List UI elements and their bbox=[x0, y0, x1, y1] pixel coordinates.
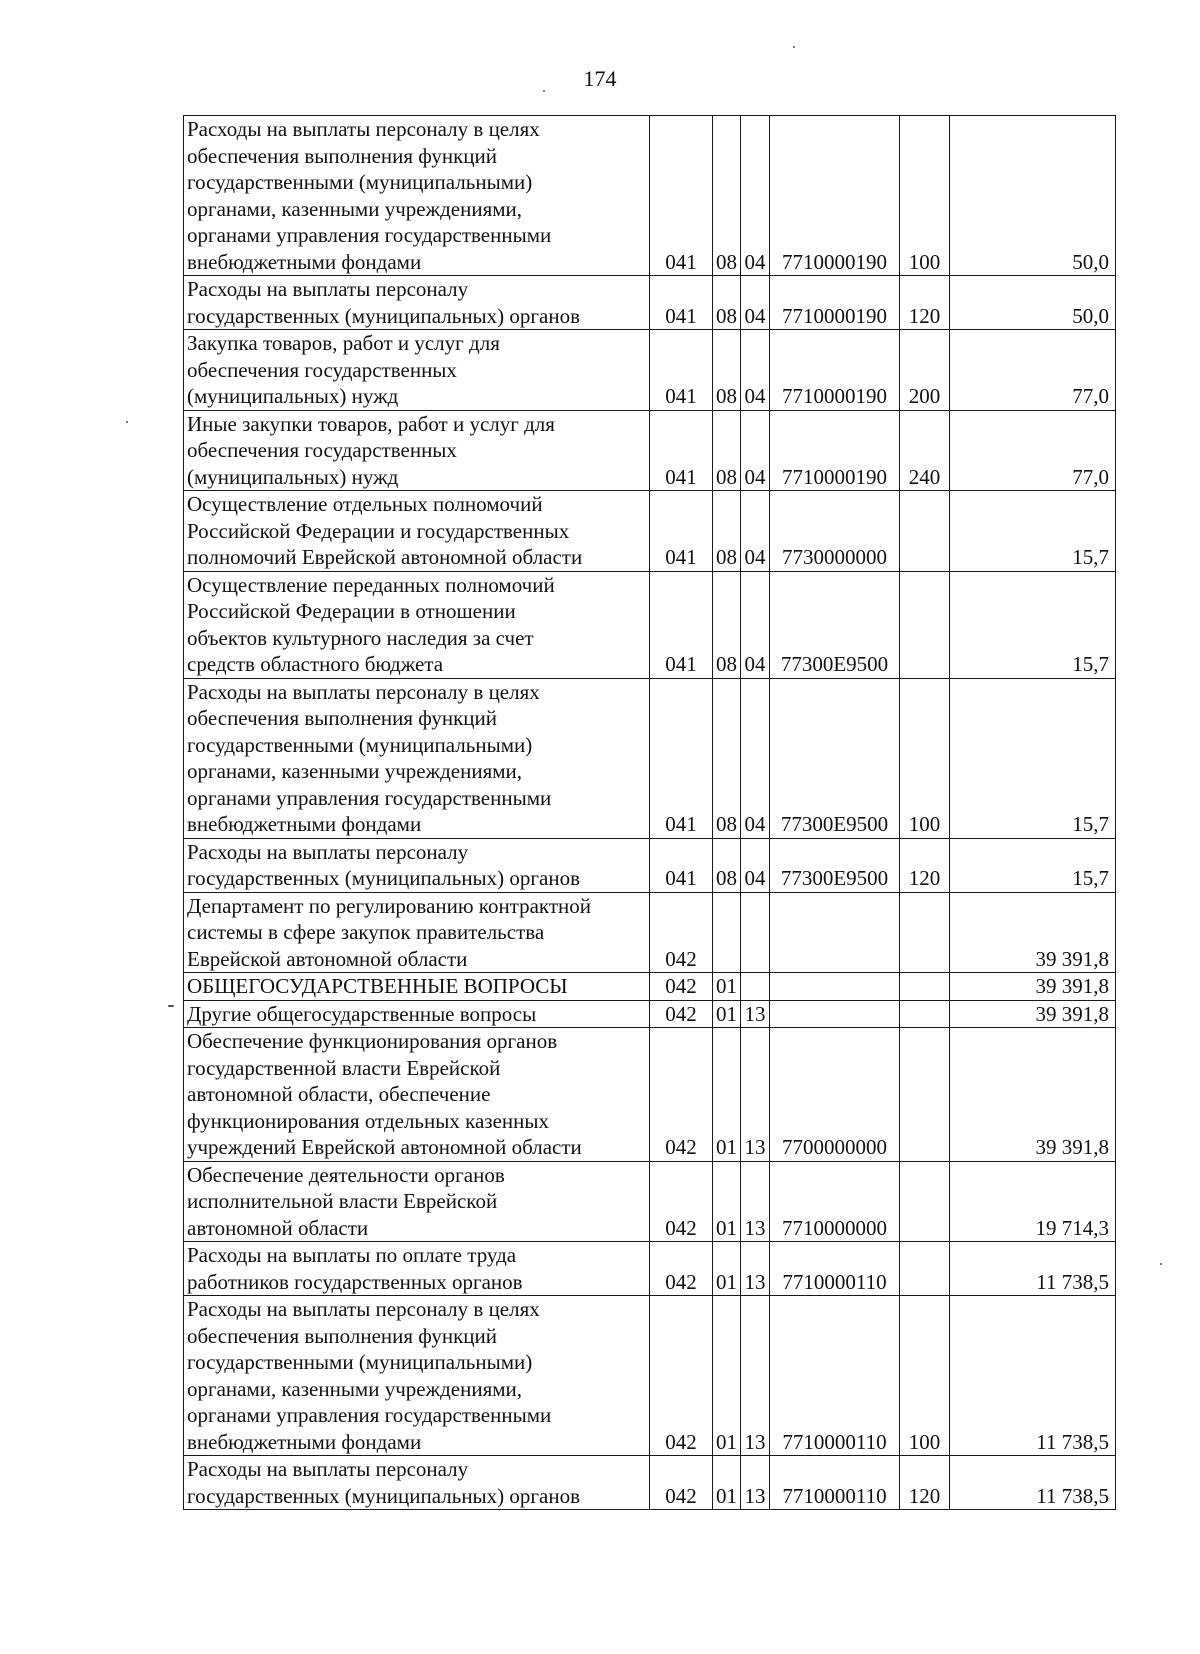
subsection-code: 04 bbox=[741, 571, 770, 678]
expense-type-code: 100 bbox=[900, 1296, 950, 1456]
section-code: 01 bbox=[713, 1000, 741, 1028]
row-name: Расходы на выплаты персоналу в целях обеспечения выполнения функций государственными (муниципальными) органами, казенными учреждениями, органами управления государственными внебюджетными фондами bbox=[184, 116, 650, 276]
subsection-code: 04 bbox=[741, 410, 770, 491]
table-row bbox=[184, 892, 1116, 973]
table-row bbox=[184, 1456, 1116, 1510]
target-article-code: 7700000000 bbox=[770, 1028, 900, 1162]
amount: 77,0 bbox=[950, 330, 1116, 411]
row-name: Расходы на выплаты по оплате труда работников государственных органов bbox=[184, 1242, 650, 1296]
expense-type-code: 240 bbox=[900, 410, 950, 491]
expense-type-code bbox=[900, 571, 950, 678]
row-name: Иные закупки товаров, работ и услуг для обеспечения государственных (муниципальных) нужд bbox=[184, 410, 650, 491]
table-row bbox=[184, 973, 1116, 1001]
subsection-code bbox=[741, 973, 770, 1001]
table-row bbox=[184, 1000, 1116, 1028]
expense-type-code: 100 bbox=[900, 116, 950, 276]
subsection-code bbox=[741, 892, 770, 973]
table-row bbox=[184, 410, 1116, 491]
budget-table bbox=[183, 115, 1116, 1510]
section-code: 01 bbox=[713, 1242, 741, 1296]
expense-type-code: 120 bbox=[900, 1456, 950, 1510]
section-code: 01 bbox=[713, 1028, 741, 1162]
target-article-code: 77300E9500 bbox=[770, 571, 900, 678]
section-code: 08 bbox=[713, 678, 741, 838]
subsection-code: 04 bbox=[741, 276, 770, 330]
target-article-code: 7710000190 bbox=[770, 276, 900, 330]
table-body bbox=[184, 116, 1116, 1510]
expense-type-code: 100 bbox=[900, 678, 950, 838]
expense-type-code: 200 bbox=[900, 330, 950, 411]
amount: 15,7 bbox=[950, 838, 1116, 892]
ministry-code: 042 bbox=[650, 1028, 713, 1162]
amount: 39 391,8 bbox=[950, 892, 1116, 973]
expense-type-code bbox=[900, 892, 950, 973]
ministry-code: 042 bbox=[650, 973, 713, 1001]
amount: 15,7 bbox=[950, 571, 1116, 678]
amount: 11 738,5 bbox=[950, 1242, 1116, 1296]
row-name: ОБЩЕГОСУДАРСТВЕННЫЕ ВОПРОСЫ bbox=[184, 973, 650, 1001]
row-name: Осуществление отдельных полномочий Российской Федерации и государственных полномочий Еврейской автономной области bbox=[184, 491, 650, 572]
subsection-code: 04 bbox=[741, 330, 770, 411]
row-name: Расходы на выплаты персоналу в целях обеспечения выполнения функций государственными (муниципальными) органами, казенными учреждениями, органами управления государственными внебюджетными фондами bbox=[184, 1296, 650, 1456]
section-code: 01 bbox=[713, 973, 741, 1001]
table-row bbox=[184, 838, 1116, 892]
subsection-code: 04 bbox=[741, 116, 770, 276]
scan-speck bbox=[1160, 1263, 1162, 1265]
amount: 11 738,5 bbox=[950, 1456, 1116, 1510]
target-article-code: 7710000000 bbox=[770, 1161, 900, 1242]
subsection-code: 13 bbox=[741, 1161, 770, 1242]
ministry-code: 041 bbox=[650, 330, 713, 411]
amount: 77,0 bbox=[950, 410, 1116, 491]
target-article-code: 7710000190 bbox=[770, 410, 900, 491]
table-row bbox=[184, 330, 1116, 411]
section-code: 01 bbox=[713, 1296, 741, 1456]
amount: 15,7 bbox=[950, 491, 1116, 572]
ministry-code: 042 bbox=[650, 892, 713, 973]
subsection-code: 04 bbox=[741, 491, 770, 572]
section-code: 08 bbox=[713, 838, 741, 892]
target-article-code: 7710000110 bbox=[770, 1296, 900, 1456]
ministry-code: 041 bbox=[650, 491, 713, 572]
table-row bbox=[184, 491, 1116, 572]
section-code: 08 bbox=[713, 276, 741, 330]
amount: 39 391,8 bbox=[950, 1028, 1116, 1162]
target-article-code: 7730000000 bbox=[770, 491, 900, 572]
target-article-code: 77300E9500 bbox=[770, 838, 900, 892]
expense-type-code: 120 bbox=[900, 276, 950, 330]
scan-speck bbox=[793, 46, 795, 48]
ministry-code: 042 bbox=[650, 1296, 713, 1456]
ministry-code: 042 bbox=[650, 1161, 713, 1242]
section-code: 08 bbox=[713, 491, 741, 572]
scan-speck bbox=[543, 90, 545, 92]
table-row bbox=[184, 1296, 1116, 1456]
ministry-code: 041 bbox=[650, 838, 713, 892]
ministry-code: 041 bbox=[650, 276, 713, 330]
table-row bbox=[184, 1028, 1116, 1162]
section-code: 01 bbox=[713, 1456, 741, 1510]
row-name: Расходы на выплаты персоналу в целях обеспечения выполнения функций государственными (муниципальными) органами, казенными учреждениями, органами управления государственными внебюджетными фондами bbox=[184, 678, 650, 838]
amount: 39 391,8 bbox=[950, 1000, 1116, 1028]
section-code: 08 bbox=[713, 330, 741, 411]
amount: 15,7 bbox=[950, 678, 1116, 838]
target-article-code: 77300E9500 bbox=[770, 678, 900, 838]
ministry-code: 041 bbox=[650, 678, 713, 838]
expense-type-code: 120 bbox=[900, 838, 950, 892]
table-row bbox=[184, 571, 1116, 678]
amount: 11 738,5 bbox=[950, 1296, 1116, 1456]
expense-type-code bbox=[900, 491, 950, 572]
table-row bbox=[184, 1242, 1116, 1296]
row-name: Другие общегосударственные вопросы bbox=[184, 1000, 650, 1028]
amount: 50,0 bbox=[950, 276, 1116, 330]
table-row bbox=[184, 116, 1116, 276]
expense-type-code bbox=[900, 1028, 950, 1162]
amount: 19 714,3 bbox=[950, 1161, 1116, 1242]
page-number: 174 bbox=[583, 66, 617, 91]
target-article-code bbox=[770, 892, 900, 973]
scan-speck bbox=[126, 421, 128, 423]
target-article-code bbox=[770, 973, 900, 1001]
table-row bbox=[184, 1161, 1116, 1242]
target-article-code bbox=[770, 1000, 900, 1028]
ministry-code: 042 bbox=[650, 1456, 713, 1510]
subsection-code: 13 bbox=[741, 1242, 770, 1296]
subsection-code: 13 bbox=[741, 1296, 770, 1456]
section-code: 08 bbox=[713, 116, 741, 276]
row-name: Осуществление переданных полномочий Российской Федерации в отношении объектов культурного наследия за счет средств областного бюджета bbox=[184, 571, 650, 678]
ministry-code: 041 bbox=[650, 410, 713, 491]
expense-type-code bbox=[900, 1000, 950, 1028]
subsection-code: 04 bbox=[741, 678, 770, 838]
row-name: Обеспечение функционирования органов государственной власти Еврейской автономной области, обеспечение функционирования отдельных казенных учреждений Еврейской автономной области bbox=[184, 1028, 650, 1162]
row-name: Расходы на выплаты персоналу государственных (муниципальных) органов bbox=[184, 276, 650, 330]
subsection-code: 13 bbox=[741, 1028, 770, 1162]
subsection-code: 13 bbox=[741, 1000, 770, 1028]
amount: 39 391,8 bbox=[950, 973, 1116, 1001]
row-name: Закупка товаров, работ и услуг для обеспечения государственных (муниципальных) нужд bbox=[184, 330, 650, 411]
expense-type-code bbox=[900, 1161, 950, 1242]
row-name: Расходы на выплаты персоналу государственных (муниципальных) органов bbox=[184, 838, 650, 892]
ministry-code: 041 bbox=[650, 571, 713, 678]
row-name: Расходы на выплаты персоналу государственных (муниципальных) органов bbox=[184, 1456, 650, 1510]
subsection-code: 04 bbox=[741, 838, 770, 892]
row-name: Обеспечение деятельности органов исполнительной власти Еврейской автономной области bbox=[184, 1161, 650, 1242]
table-row bbox=[184, 678, 1116, 838]
scan-speck bbox=[168, 1005, 174, 1007]
target-article-code: 7710000190 bbox=[770, 330, 900, 411]
target-article-code: 7710000110 bbox=[770, 1242, 900, 1296]
amount: 50,0 bbox=[950, 116, 1116, 276]
section-code: 08 bbox=[713, 571, 741, 678]
row-name: Департамент по регулированию контрактной системы в сфере закупок правительства Еврейской автономной области bbox=[184, 892, 650, 973]
ministry-code: 042 bbox=[650, 1242, 713, 1296]
target-article-code: 7710000190 bbox=[770, 116, 900, 276]
section-code: 01 bbox=[713, 1161, 741, 1242]
expense-type-code bbox=[900, 1242, 950, 1296]
table-row bbox=[184, 276, 1116, 330]
subsection-code: 13 bbox=[741, 1456, 770, 1510]
ministry-code: 042 bbox=[650, 1000, 713, 1028]
ministry-code: 041 bbox=[650, 116, 713, 276]
section-code bbox=[713, 892, 741, 973]
section-code: 08 bbox=[713, 410, 741, 491]
expense-type-code bbox=[900, 973, 950, 1001]
target-article-code: 7710000110 bbox=[770, 1456, 900, 1510]
